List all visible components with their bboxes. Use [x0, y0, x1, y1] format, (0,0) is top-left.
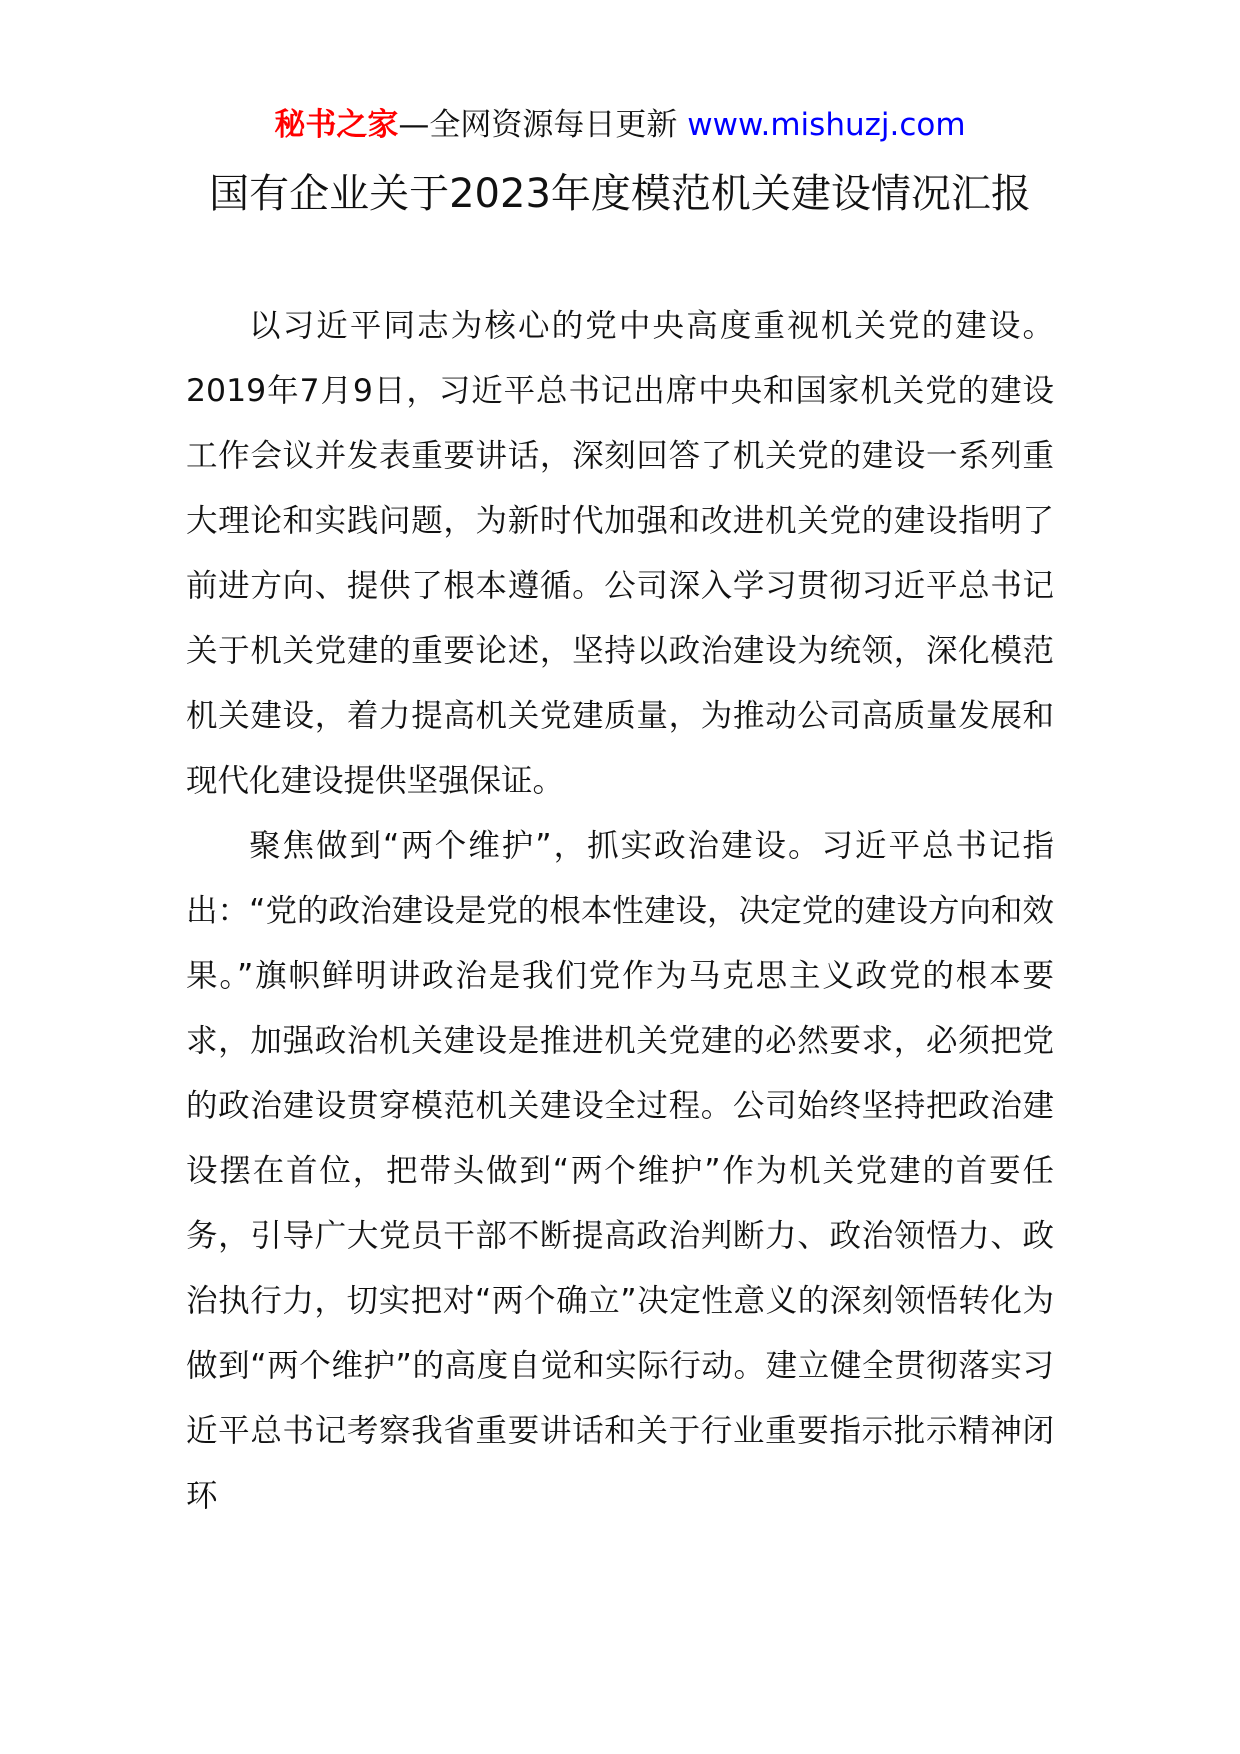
- site-tagline: —全网资源每日更新: [398, 107, 678, 143]
- document-body: [186, 294, 1054, 1529]
- body-paragraph: 以习近平同志为核心的党中央高度重视机关党的建设。2019年7月9日，习近平总书记出席中央和国家机关党的建设工作会议并发表重要讲话，深刻回答了机关党的建设一系列重大理论和实践问题，为新时代加强和改进机关党的建设指明了前进方向、提供了根本遵循。公司深入学习贯彻习近平总书记关于机关党建的重要论述，坚持以政治建设为统领，深化模范机关建设，着力提高机关党建质量，为推动公司高质量发展和现代化建设提供坚强保证。: [186, 308, 1054, 799]
- document-title: 国有企业关于2023年度模范机关建设情况汇报: [209, 171, 1031, 217]
- site-header: [0, 104, 1240, 146]
- body-paragraph: 聚焦做到“两个维护”，抓实政治建设。习近平总书记指出：“党的政治建设是党的根本性建设，决定党的建设方向和效果。”旗帜鲜明讲政治是我们党作为马克思主义政党的根本要求，加强政治机关建设是推进机关党建的必然要求，必须把党的政治建设贯穿模范机关建设全过程。公司始终坚持把政治建设摆在首位，把带头做到“两个维护”作为机关党建的首要任务，引导广大党员干部不断提高政治判断力、政治领悟力、政治执行力，切实把对“两个确立”决定性意义的深刻领悟转化为做到“两个维护”的高度自觉和实际行动。建立健全贯彻落实习近平总书记考察我省重要讲话和关于行业重要指示批示精神闭环: [186, 828, 1054, 1514]
- site-url[interactable]: www.mishuzj.com: [687, 107, 966, 143]
- brand-name: 秘书之家: [274, 107, 399, 143]
